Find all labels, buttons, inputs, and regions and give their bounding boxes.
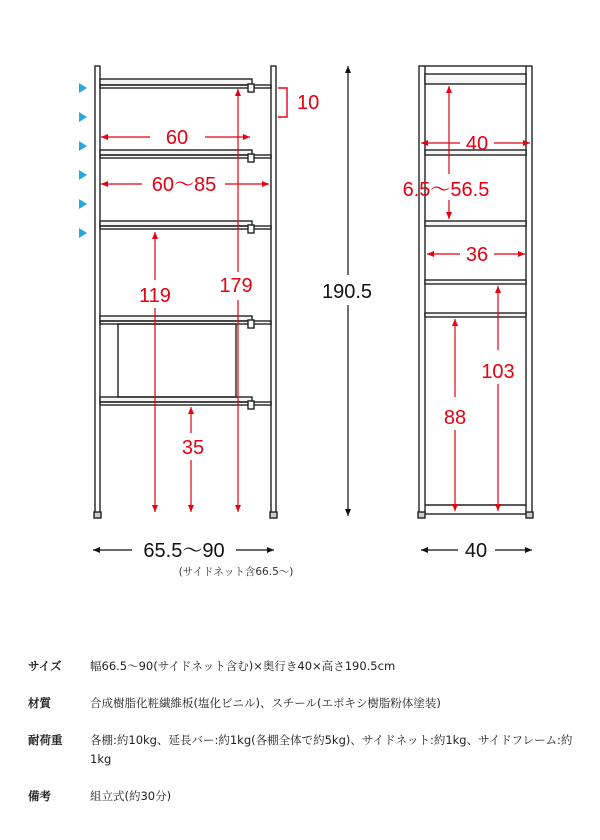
bottom-gap-label: 35 (181, 437, 205, 459)
overall-depth-label: 40 (464, 540, 488, 562)
lower-height-label: 119 (139, 285, 171, 307)
spec-key: サイズ (28, 659, 62, 673)
marker-icon (79, 112, 87, 122)
spec-value: 合成樹脂化粧繊維板(塩化ビニル)、スチール(エポキシ樹脂粉体塗装) (90, 696, 441, 710)
spec-value: 各棚:約10kg、延長バー:約1kg(各棚全体で約5kg)、サイドネット:約1kg、サイドフレーム:約1kg (90, 733, 573, 766)
spec-row-note (28, 787, 590, 806)
spec-key: 材質 (28, 696, 51, 710)
low-height-label: 88 (443, 407, 467, 429)
overall-height-label: 190.5 (321, 281, 373, 303)
spec-row-material (28, 694, 590, 713)
total-inner-height-label: 179 (219, 275, 253, 297)
adjust-position-markers (79, 83, 87, 238)
marker-icon (79, 141, 87, 151)
outer-width-label: 60〜85 (151, 174, 217, 196)
marker-icon (79, 170, 87, 180)
spec-row-load (28, 731, 590, 769)
side-depth-label: 40 (465, 133, 489, 155)
spec-key: 備考 (28, 789, 51, 803)
marker-icon (79, 228, 87, 238)
spec-key: 耐荷重 (28, 733, 63, 747)
side-mid-depth-label: 36 (465, 244, 489, 266)
overall-width-label: 65.5〜90 (143, 540, 225, 562)
marker-icon (79, 199, 87, 209)
inner-width-label: 60 (165, 127, 189, 149)
shelf-gap-bracket (278, 88, 287, 117)
overall-width-note: (サイドネット含66.5〜) (178, 566, 294, 578)
marker-icon (79, 83, 87, 93)
spec-row-size (28, 657, 590, 676)
shelf-gap-label: 10 (297, 92, 320, 114)
mid-height-label: 103 (481, 361, 515, 383)
adjust-range-label: 6.5〜56.5 (402, 179, 490, 201)
spec-value: 組立式(約30分) (90, 789, 172, 803)
spec-value: 幅66.5〜90(サイドネット含む)×奥行き40×高さ190.5cm (90, 659, 396, 673)
